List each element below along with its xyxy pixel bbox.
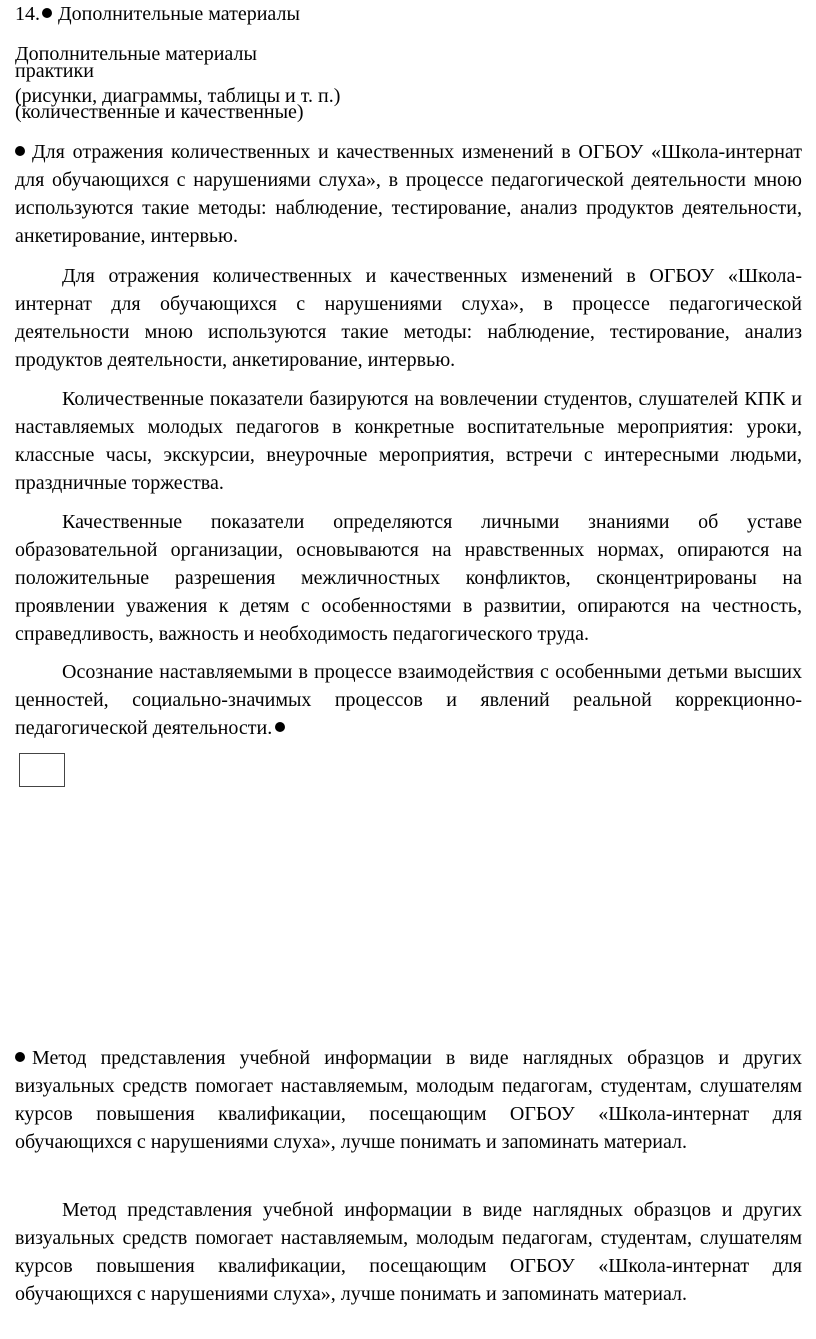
bullet-icon xyxy=(15,146,25,156)
section-title: Дополнительные материалы xyxy=(58,3,300,25)
paragraph-methods: Для отражения количественных и качественных изменений в ОГБОУ «Школа-интернат для обучающихся с нарушениями слуха», в процессе педагогической деятельности мною используются такие методы: наблюдение, тестирование, анализ продуктов деятельности, анкетирование, интервью. xyxy=(15,265,802,371)
bullet-icon xyxy=(275,722,285,732)
section-number: 14. xyxy=(15,3,40,25)
overlay-line-kind: (количественные и качественные) xyxy=(15,101,304,123)
section-heading xyxy=(15,3,300,25)
paragraph-quantitative: Количественные показатели базируются на вовлечении студентов, слушателей КПК и наставляемых молодых педагогов в конкретные воспитательные мероприятия: уроки, классные часы, экскурсии, внеурочные мероприятия, встречи с интересными людьми, праздничные торжества. xyxy=(15,388,802,494)
bullet-icon xyxy=(15,1052,25,1062)
paragraph-text: Метод представления учебной информации в виде наглядных образцов и других визуальных средств помогает наставляемым, молодым педагогам, студентам, слушателям курсов повышения квалификации, посещающим ОГБОУ «Школа-интернат для обучающихся с нарушениями слуха», лучше понимать и запоминать материал. xyxy=(15,1047,802,1153)
paragraph-visual-method: Метод представления учебной информации в виде наглядных образцов и других визуальных средств помогает наставляемым, молодым педагогам, студентам, слушателям курсов повышения квалификации, посещающим ОГБОУ «Школа-интернат для обучающихся с нарушениями слуха», лучше понимать и запоминать материал. xyxy=(15,1199,802,1305)
overlay-line-examples: (рисунки, диаграммы, таблицы и т. п.) xyxy=(15,85,341,107)
paragraph-visual-method-bulleted xyxy=(15,1044,802,1156)
paragraph-text: Осознание наставляемыми в процессе взаимодействия с особенными детьми высших ценностей, социально-значимых процессов и явлений реальной коррекционно-педагогической деятельности. xyxy=(15,661,802,739)
bullet-icon xyxy=(42,8,52,18)
paragraph-text: Для отражения количественных и качественных изменений в ОГБОУ «Школа-интернат для обучающихся с нарушениями слуха», в процессе педагогической деятельности мною используются такие методы: наблюдение, тестирование, анализ продуктов деятельности, анкетирование, интервью. xyxy=(15,141,802,247)
overlay-line-materials: Дополнительные материалы xyxy=(15,43,257,65)
overlay-line-practice: практики xyxy=(15,60,94,82)
paragraph-awareness xyxy=(15,658,802,742)
paragraph-methods-bulleted xyxy=(15,138,802,250)
paragraph-qualitative: Качественные показатели определяются личными знаниями об уставе образовательной организации, основываются на нравственных нормах, опираются на положительные разрешения межличностных конфликтов, сконцентрированы на проявлении уважения к детям с особенностями в развитии, опираются на честность, справедливость, важность и необходимость педагогического труда. xyxy=(15,511,802,645)
image-placeholder-box xyxy=(19,753,65,787)
